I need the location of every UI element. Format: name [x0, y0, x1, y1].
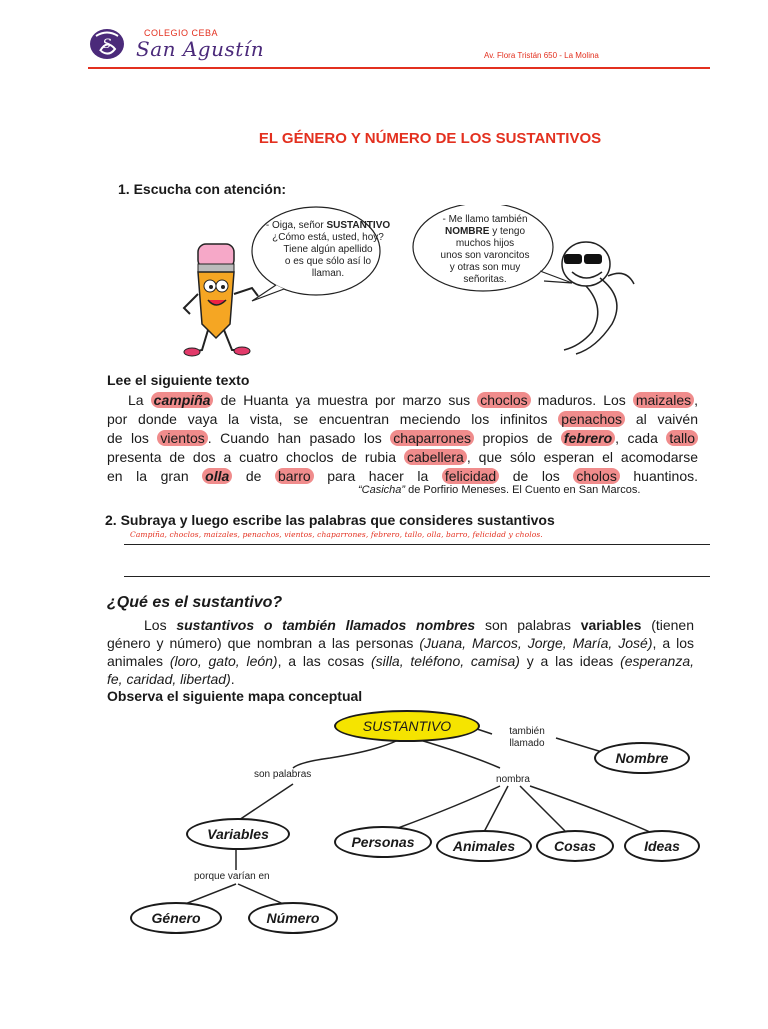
- section1-heading: 1. Escucha con atención:: [118, 181, 287, 197]
- school-small-label: COLEGIO CEBA: [144, 28, 219, 38]
- map-link-son-palabras: son palabras: [254, 769, 312, 780]
- map-node-cosas: Cosas: [536, 830, 614, 862]
- map-node-animales: Animales: [436, 830, 532, 862]
- map-node-personas: Personas: [334, 826, 432, 858]
- map-node-genero: Género: [130, 902, 222, 934]
- reading-heading: Lee el siguiente texto: [107, 372, 250, 388]
- map-node-nombre: Nombre: [594, 742, 690, 774]
- definition-line-3: animales (loro, gato, león), a las cosas (silla, teléfono, camisa) y a las ideas (esperanza,: [107, 653, 694, 669]
- map-heading: Observa el siguiente mapa conceptual: [107, 688, 363, 704]
- reading-citation: “Casicha” de Porfirio Meneses. El Cuento en San Marcos.: [358, 484, 641, 496]
- map-link-nombra: nombra: [496, 774, 530, 785]
- bubble-right-text: - Me llamo también NOMBRE y tengo muchos hijos unos son varoncitos y otras son muy señoritas.: [440, 214, 530, 285]
- map-link-tambien-llamado: también llamado: [509, 726, 545, 749]
- map-node-numero: Número: [248, 902, 338, 934]
- handwritten-answer: Campiña, choclos, maizales, penachos, vientos, chaparrones, febrero, tallo, olla, barro, felicidad y cholos.: [130, 530, 543, 539]
- reading-line-5: en la gran olla de barro para hacer la felicidad de los cholos huantinos.: [107, 468, 698, 484]
- bubble-left-text: - Oiga, señor SUSTANTIVO ¿Cómo está, usted, hoy? Tiene algún apellido o es que sólo así lo llaman.: [265, 220, 391, 279]
- school-address: Av. Flora Tristán 650 - La Molina: [484, 51, 599, 60]
- section2-heading: 2. Subraya y luego escribe las palabras que consideres sustantivos: [105, 512, 555, 528]
- page-title: EL GÉNERO Y NÚMERO DE LOS SUSTANTIVOS: [258, 130, 602, 147]
- map-node-sustantivo: SUSTANTIVO: [334, 710, 480, 742]
- school-name: San Agustín: [136, 37, 265, 61]
- definition-line-2: género y número) que nombran a las personas (Juana, Marcos, Jorge, María, José), a los: [107, 635, 694, 651]
- definition-heading: ¿Qué es el sustantivo?: [107, 594, 283, 611]
- map-node-variables: Variables: [186, 818, 290, 850]
- reading-line-4: presenta de dos a cuatro choclos de rubia cabellera , que sólo esperan el acomodarse: [107, 449, 698, 465]
- reading-line-1: La campiña de Huanta ya muestra por marzo sus choclos maduros. Los maizales ,: [128, 392, 698, 408]
- map-link-porque-varian: porque varían en: [194, 871, 270, 882]
- svg-text:S: S: [102, 37, 112, 52]
- map-node-ideas: Ideas: [624, 830, 700, 862]
- reading-line-2: por donde vaya la vista, se encuentran meciendo los infinitos penachos al vaivén: [107, 411, 698, 427]
- definition-line-4: fe, caridad, libertad).: [107, 671, 235, 687]
- definition-line-1: Los sustantivos o también llamados nombres son palabras variables (tienen: [144, 617, 694, 633]
- reading-line-3: de los vientos . Cuando han pasado los chaparrones propios de febrero , cada tallo: [107, 429, 698, 448]
